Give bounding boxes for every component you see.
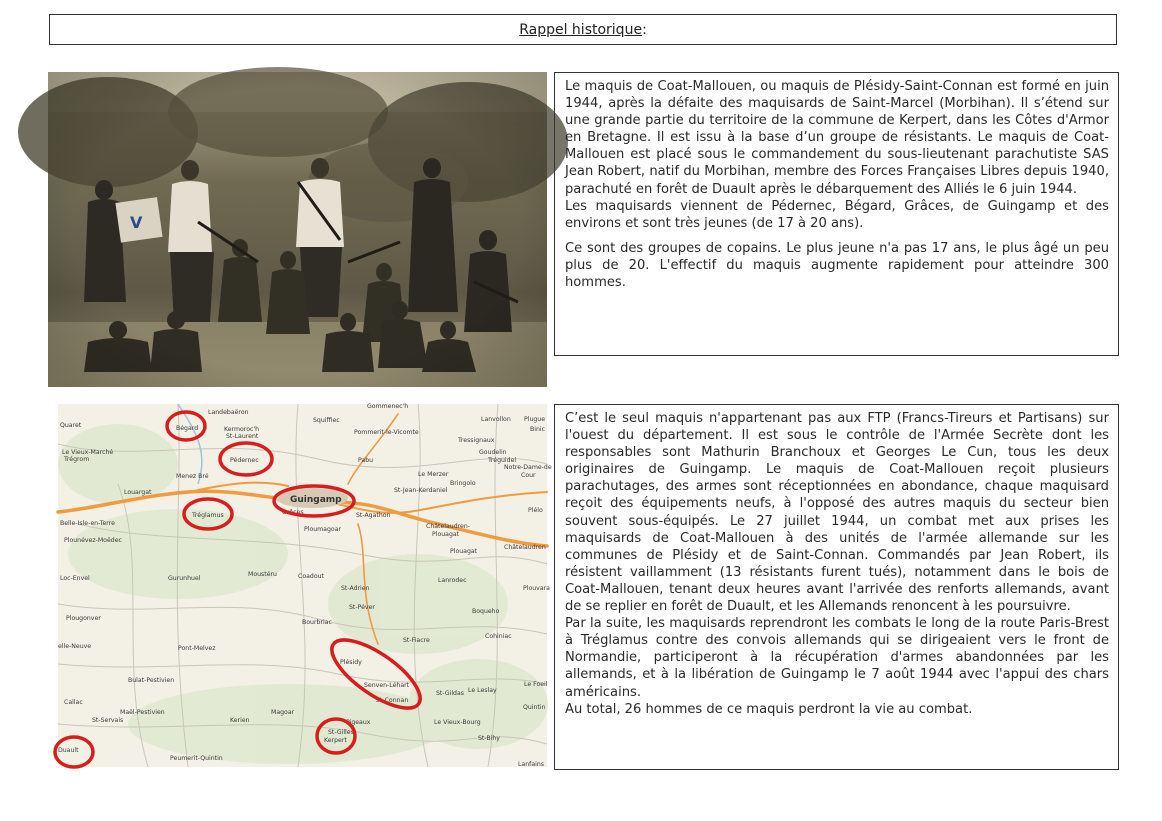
map-label: Plounévez-Moëdec [64, 537, 122, 544]
map-label: St-Jean-Kerdaniel [394, 487, 448, 494]
map-label: Loc-Envel [60, 575, 90, 582]
map-label: Tréguidel [488, 457, 517, 464]
map-label: St-Gilles [328, 729, 354, 736]
map-label: Squiffiec [313, 417, 340, 424]
map-label: Bulat-Pestivien [128, 677, 175, 684]
map-label: Pédernec [230, 457, 259, 464]
map-label: St-Adrien [341, 585, 370, 592]
map-label: Lanrodec [438, 577, 467, 584]
map-label: Peumerit-Quintin [170, 755, 223, 762]
region-map [58, 403, 552, 768]
map-label: Plouagat [432, 531, 460, 538]
map-label: St-Laurent [226, 433, 259, 440]
paragraph: Au total, 26 hommes de ce maquis perdront la vie au combat. [565, 701, 973, 717]
map-label: Magoar [271, 709, 295, 716]
map-label: Plélo [528, 507, 543, 514]
map-label: Coadout [298, 573, 324, 580]
paragraph: C’est le seul maquis n'appartenant pas aux FTP (Francs-Tireurs et Partisans) sur l'ouest du département. Il est sous le contrôle de l'Armée Secrète dont les responsables sont Mathurin Branchoux et Georges Le Cun, tous les deux originaires de Guingamp. Le maquis de Coat-Mallouen reçoit plusieurs parachutages, des armes sont réceptionnées en abondance, chaque maquisard reçoit des équipements neufs, à l'opposé des autres maquis du secteur bien souvent sous-équipés. Le 27 juillet 1944, un combat met aux prises les maquisards de Coat-Mallouen à des unités de l'armée allemande sur les communes de Plésidy et de Saint-Connan. Commandés par Jean Robert, ils résistent vaillamment (13 résistants furent tués), notamment dans le bois de Coat-Mallouen, tenant deux heures avant l'arrivée des renforts allemands, avant de se replier en forêt de Duault, et les Allemands renoncent à les poursuivre. [565, 411, 1109, 615]
paragraph: Le maquis de Coat-Mallouen, ou maquis de Plésidy-Saint-Connan est formé en juin 1944, après la défaite des maquisards de Saint-Marcel (Morbihan). Il s’étend sur une grande partie du territoire de la commune de Kerpert, dans les Côtes d'Armor en Bretagne. Il est issu à la base d’un groupe de résistants. Le maquis de Coat-Mallouen est placé sous le commandement du sous-lieutenant parachutiste SAS Jean Robert, natif du Morbihan, membre des Forces Françaises Libres depuis 1940, parachuté en forêt de Duault après le débarquement des Alliés le 6 juin 1944. [565, 79, 1109, 197]
title-suffix: : [642, 21, 647, 38]
map-label: Plugue [524, 416, 546, 423]
map-label: St-Connan [376, 697, 409, 704]
paragraph: Ce sont des groupes de copains. Le plus jeune n'a pas 17 ans, le plus âgé un peu plus de 20. L'effectif du maquis augmente rapidement pour atteindre 300 hommes. [565, 240, 1109, 291]
map-label: Pommerit-le-Vicomte [354, 429, 419, 436]
map-label: Goudelin [479, 449, 507, 456]
map-label: St-Péver [349, 604, 375, 611]
page-title: Rappel historique [519, 21, 643, 38]
map-label: Kerpert [324, 737, 347, 744]
map-label: Callac [64, 699, 83, 706]
map-label: Tréglamus [192, 512, 224, 519]
map-label: St-Gildas [436, 690, 464, 697]
map-label: Kerien [230, 717, 250, 724]
map-label: Maël-Pestivien [120, 709, 165, 716]
map-label: St-Bihy [478, 735, 500, 742]
map-label: Cour [521, 472, 536, 479]
map-label: Pabu [358, 457, 374, 464]
map-label: elle-Neuve [58, 643, 92, 650]
map-label: Notre-Dame-de [504, 464, 552, 471]
map-label: Quaret [60, 422, 82, 429]
map-label: Trégrom [64, 456, 90, 463]
map-label: Cohiniac [485, 633, 512, 640]
map-label: Bringolo [450, 480, 476, 487]
history-text-box-1 [554, 72, 1119, 356]
map-label: Quintin [523, 704, 546, 711]
map-label: Louargat [124, 489, 152, 496]
map-label: Landebaëron [208, 409, 249, 416]
map-label: Bourbriac [302, 619, 332, 626]
map-label: Le Vieux-Marché [62, 449, 114, 456]
map-label: Châtelaudren [504, 544, 546, 551]
map-label: Tressignaux [458, 437, 495, 444]
map-label: Moustéru [248, 571, 277, 578]
map-label: Grâces [282, 509, 304, 516]
map-label: Plougonver [66, 615, 101, 622]
map-label: Pont-Melvez [178, 645, 216, 652]
title-box [49, 14, 1117, 45]
map-drawing [58, 403, 552, 768]
map-label: Duault [58, 747, 79, 754]
map-label: Le Merzer [418, 471, 449, 478]
paragraph: Les maquisards viennent de Pédernec, Bégard, Grâces, de Guingamp et des environs et sont très jeunes (de 17 à 20 ans). [565, 198, 1109, 231]
map-label: St-Fiacre [403, 637, 430, 644]
map-label: Menez Bré [176, 473, 209, 480]
map-label: Gommenec'h [367, 403, 409, 410]
map-label: Ploumagoar [304, 526, 342, 533]
map-label: Le Leslay [468, 687, 497, 694]
historical-photo [48, 72, 547, 387]
photo-drawing [48, 72, 547, 387]
map-label: Le Vieux-Bourg [434, 719, 481, 726]
map-label: Gurunhuel [168, 575, 201, 582]
map-label: Kermoroc'h [224, 426, 260, 433]
map-label-guingamp: Guingamp [290, 495, 342, 505]
map-label: Châtelaudren- [426, 523, 470, 530]
map-label: Le Foeil [524, 681, 548, 688]
paragraph: Par la suite, les maquisards reprendront les combats le long de la route Paris-Brest à Tréglamus contre des convois allemands qui se dirigeaient vers le front de Normandie, participeront à la récupération d'armes abandonnées par les allemands, et à la libération de Guingamp le 7 août 1944 avec l'appui des chars américains. [565, 616, 1109, 700]
map-label: St-Servais [92, 717, 124, 724]
history-text-box-2 [554, 404, 1119, 770]
map-label: Plouagat [450, 548, 478, 555]
map-label: Belle-Isle-en-Terre [60, 520, 115, 527]
map-label: Bégard [176, 425, 199, 432]
map-label: Boqueho [472, 608, 500, 615]
map-label: St-Agathon [356, 512, 391, 519]
map-label: Plouvara [523, 585, 550, 592]
map-label: Lanvollon [481, 416, 511, 423]
map-label: Senven-Léhart [364, 682, 410, 689]
map-label: Lanfains [518, 761, 544, 768]
map-label: Plésidy [340, 659, 362, 666]
map-label: Binic [530, 426, 546, 433]
map-label: Pigeaux [346, 719, 371, 726]
